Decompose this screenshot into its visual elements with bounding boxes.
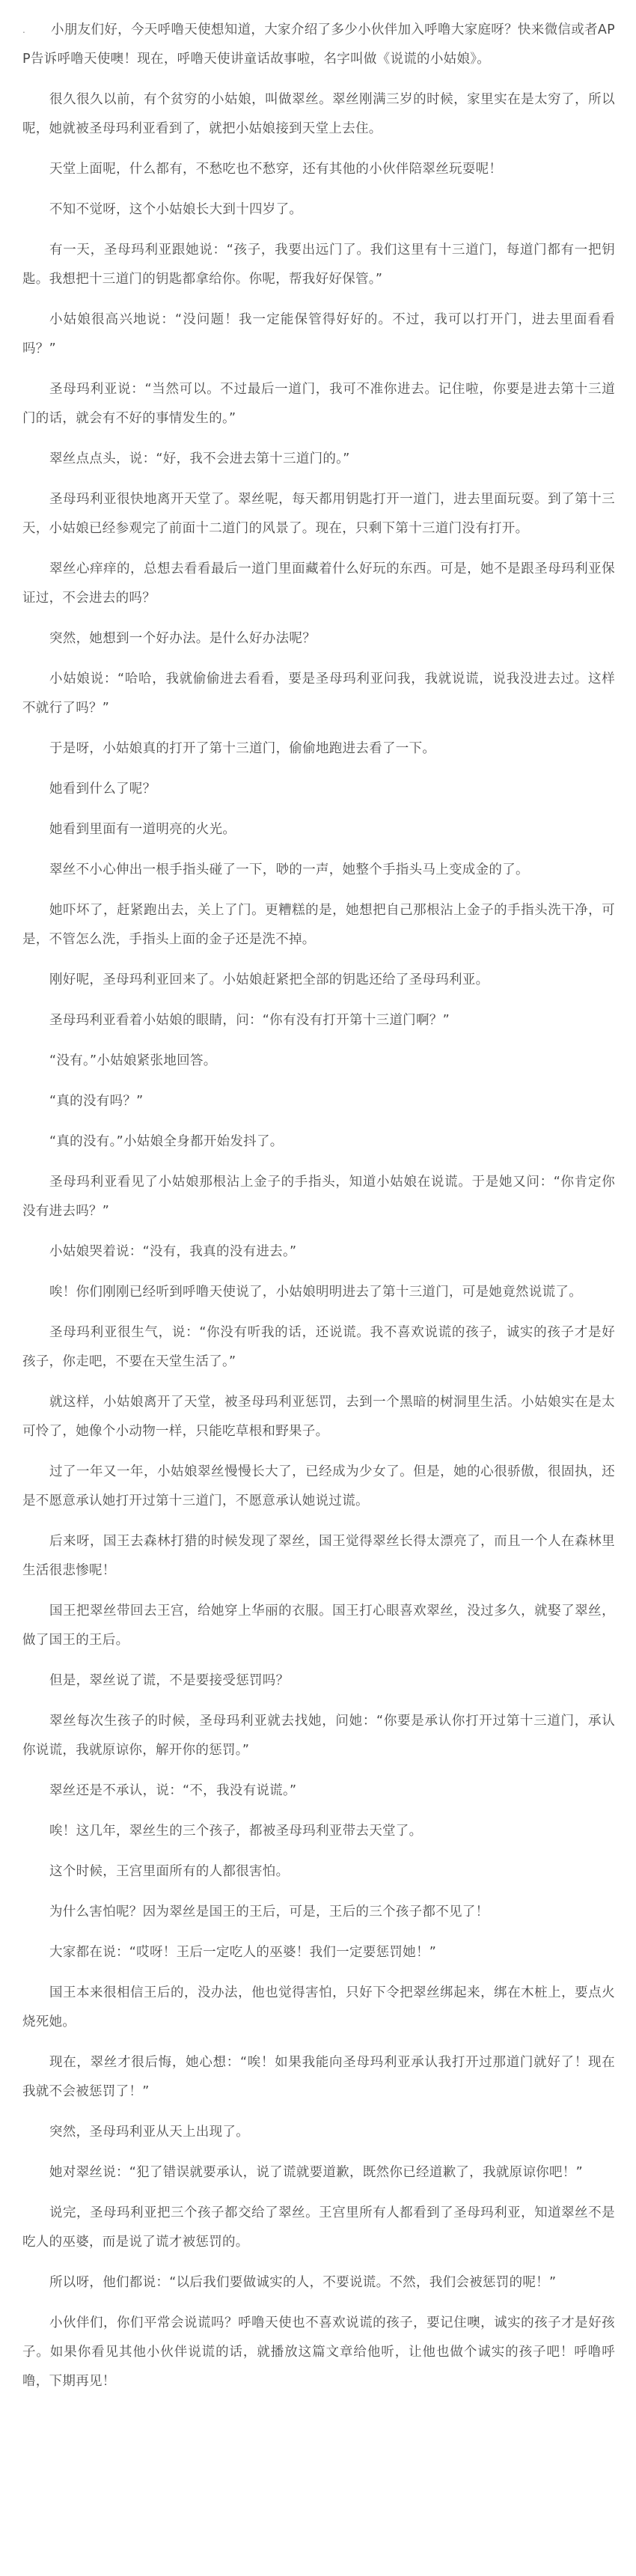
story-paragraph: 突然，她想到一个好办法。是什么好办法呢？ (49, 631, 316, 646)
story-paragraph: 她吓坏了，赶紧跑出去，关上了门。更糟糕的是，她想把自己那根沾上金子的手指头洗干净，可是，不管怎么洗，手指头上面的金子还是洗不掉。 (22, 903, 615, 947)
paragraph-text: 小朋友们好，今天呼噜天使想知道，大家介绍了多少小伙伴加入呼噜大家庭呀？快来微信或者APP告诉呼噜天使噢！现在，呼噜天使讲童话故事啦，名字叫做《说谎的小姑娘》。 (22, 22, 615, 67)
story-paragraph: 小姑娘说：“哈哈，我就偷偷进去看看，要是圣母玛利亚问我，我就说谎，说我没进去过。这样不就行了吗？” (22, 672, 615, 716)
story-paragraph: 现在，翠丝才很后悔，她心想：“唉！如果我能向圣母玛利亚承认我打开过那道门就好了！现在我就不会被惩罚了！” (22, 2055, 615, 2099)
story-paragraph: 不知不觉呀，这个小姑娘长大到十四岁了。 (49, 202, 303, 217)
story-paragraph: 所以呀，他们都说：“以后我们要做诚实的人，不要说谎。不然，我们会被惩罚的呢！” (49, 2275, 557, 2290)
story-paragraph: 圣母玛利亚很快地离开天堂了。翠丝呢，每天都用钥匙打开一道门，进去里面玩耍。到了第十三天，小姑娘已经参观完了前面十二道门的风景了。现在，只剩下第十三道门没有打开。 (22, 492, 615, 536)
story-paragraph: 刚好呢，圣母玛利亚回来了。小姑娘赶紧把全部的钥匙还给了圣母玛利亚。 (49, 972, 489, 987)
story-paragraph: 大家都在说：“哎呀！王后一定吃人的巫婆！我们一定要惩罚她！” (49, 1945, 437, 1960)
story-paragraph: “真的没有吗？” (49, 1094, 144, 1109)
story-paragraph: 但是，翠丝说了谎，不是要接受惩罚吗？ (49, 1673, 290, 1688)
story-paragraph: 唉！你们刚刚已经听到呼噜天使说了，小姑娘明明进去了第十三道门，可是她竟然说谎了。 (49, 1285, 582, 1300)
story-paragraph: 过了一年又一年，小姑娘翠丝慢慢长大了，已经成为少女了。但是，她的心很骄傲，很固执，还是不愿意承认她打开过第十三道门，不愿意承认她说过谎。 (22, 1464, 615, 1508)
story-paragraph: 国王本来很相信王后的，没办法，他也觉得害怕，只好下令把翠丝绑起来，绑在木桩上，要点火烧死她。 (22, 1985, 615, 2030)
story-paragraph: 突然，圣母玛利亚从天上出现了。 (49, 2125, 249, 2140)
story-paragraph: 小姑娘哭着说：“没有，我真的没有进去。” (49, 1244, 297, 1259)
story-paragraph: 说完，圣母玛利亚把三个孩子都交给了翠丝。王宫里所有人都看到了圣母玛利亚，知道翠丝不是吃人的巫婆，而是说了谎才被惩罚的。 (22, 2205, 615, 2250)
intro-paragraph (22, 16, 615, 74)
story-paragraph: 很久很久以前，有个贫穷的小姑娘，叫做翠丝。翠丝刚满三岁的时候，家里实在是太穷了，所以呢，她就被圣母玛利亚看到了，就把小姑娘接到天堂上去住。 (22, 92, 615, 136)
story-paragraph: 翠丝不小心伸出一根手指头碰了一下，唦的一声，她整个手指头马上变成金的了。 (49, 862, 529, 877)
story-paragraph: 她看到什么了呢？ (49, 782, 156, 797)
story-paragraph: 圣母玛利亚说：“当然可以。不过最后一道门，我可不准你进去。记住啦，你要是进去第十三道门的话，就会有不好的事情发生的。” (22, 382, 615, 426)
story-paragraph: 圣母玛利亚很生气，说：“你没有听我的话，还说谎。我不喜欢说谎的孩子，诚实的孩子才是好孩子，你走吧，不要在天堂生活了。” (22, 1325, 615, 1369)
story-paragraph: 翠丝还是不承认，说：“不，我没有说谎。” (49, 1783, 297, 1798)
story-paragraph: 就这样，小姑娘离开了天堂，被圣母玛利亚惩罚，去到一个黑暗的树洞里生活。小姑娘实在是太可怜了，她像个小动物一样，只能吃草根和野果子。 (22, 1395, 615, 1439)
story-paragraph: 有一天，圣母玛利亚跟她说：“孩子，我要出远门了。我们这里有十三道门，每道门都有一把钥匙。我想把十三道门的钥匙都拿给你。你呢，帮我好好保管。” (22, 243, 615, 287)
closing-paragraph: 小伙伴们，你们平常会说谎吗？呼噜天使也不喜欢说谎的孩子，要记住噢，诚实的孩子才是好孩子。如果你看见其他小伙伴说谎的话，就播放这篇文章给他听，让他也做个诚实的孩子吧！呼噜呼噜，下期再见！ (22, 2315, 615, 2389)
story-paragraph: 后来呀，国王去森林打猎的时候发现了翠丝，国王觉得翠丝长得太漂亮了，而且一个人在森林里生活很悲惨呢！ (22, 1534, 615, 1578)
story-paragraph: 她看到里面有一道明亮的火光。 (49, 822, 236, 837)
story-paragraph: 圣母玛利亚看见了小姑娘那根沾上金子的手指头，知道小姑娘在说谎。于是她又问：“你肯定你没有进去吗？” (22, 1175, 615, 1219)
story-paragraph: “真的没有。”小姑娘全身都开始发抖了。 (49, 1134, 284, 1149)
story-paragraph: 她对翠丝说：“犯了错误就要承认，说了谎就要道歉，既然你已经道歉了，我就原谅你吧！” (49, 2165, 583, 2180)
story-paragraph: 国王把翠丝带回去王宫，给她穿上华丽的衣服。国王打心眼喜欢翠丝，没过多久，就娶了翠丝，做了国王的王后。 (22, 1604, 615, 1648)
story-paragraph: 为什么害怕呢？因为翠丝是国王的王后，可是，王后的三个孩子都不见了！ (49, 1904, 489, 1919)
lead-mark: . (22, 25, 26, 35)
story-paragraph: 翠丝心痒痒的，总想去看看最后一道门里面藏着什么好玩的东西。可是，她不是跟圣母玛利亚保证过，不会进去的吗？ (22, 561, 615, 606)
story-paragraph: 天堂上面呢，什么都有，不愁吃也不愁穿，还有其他的小伙伴陪翠丝玩耍呢！ (49, 162, 503, 177)
story-paragraph: “没有。”小姑娘紧张地回答。 (49, 1053, 217, 1068)
story-paragraph: 翠丝每次生孩子的时候，圣母玛利亚就去找她，问她：“你要是承认你打开过第十三道门，承认你说谎，我就原谅你，解开你的惩罚。” (22, 1714, 615, 1758)
story-paragraph: 小姑娘很高兴地说：“没问题！我一定能保管得好好的。不过，我可以打开门，进去里面看看吗？” (22, 312, 615, 356)
story-paragraph: 唉！这几年，翠丝生的三个孩子，都被圣母玛利亚带去天堂了。 (49, 1824, 423, 1839)
story-paragraph: 圣母玛利亚看着小姑娘的眼睛，问：“你有没有打开第十三道门啊？” (49, 1013, 450, 1028)
story-paragraph: 于是呀，小姑娘真的打开了第十三道门，偷偷地跑进去看了一下。 (49, 741, 436, 756)
story-paragraph: 翠丝点点头，说：“好，我不会进去第十三道门的。” (49, 451, 350, 466)
story-paragraph: 这个时候，王宫里面所有的人都很害怕。 (49, 1864, 290, 1879)
